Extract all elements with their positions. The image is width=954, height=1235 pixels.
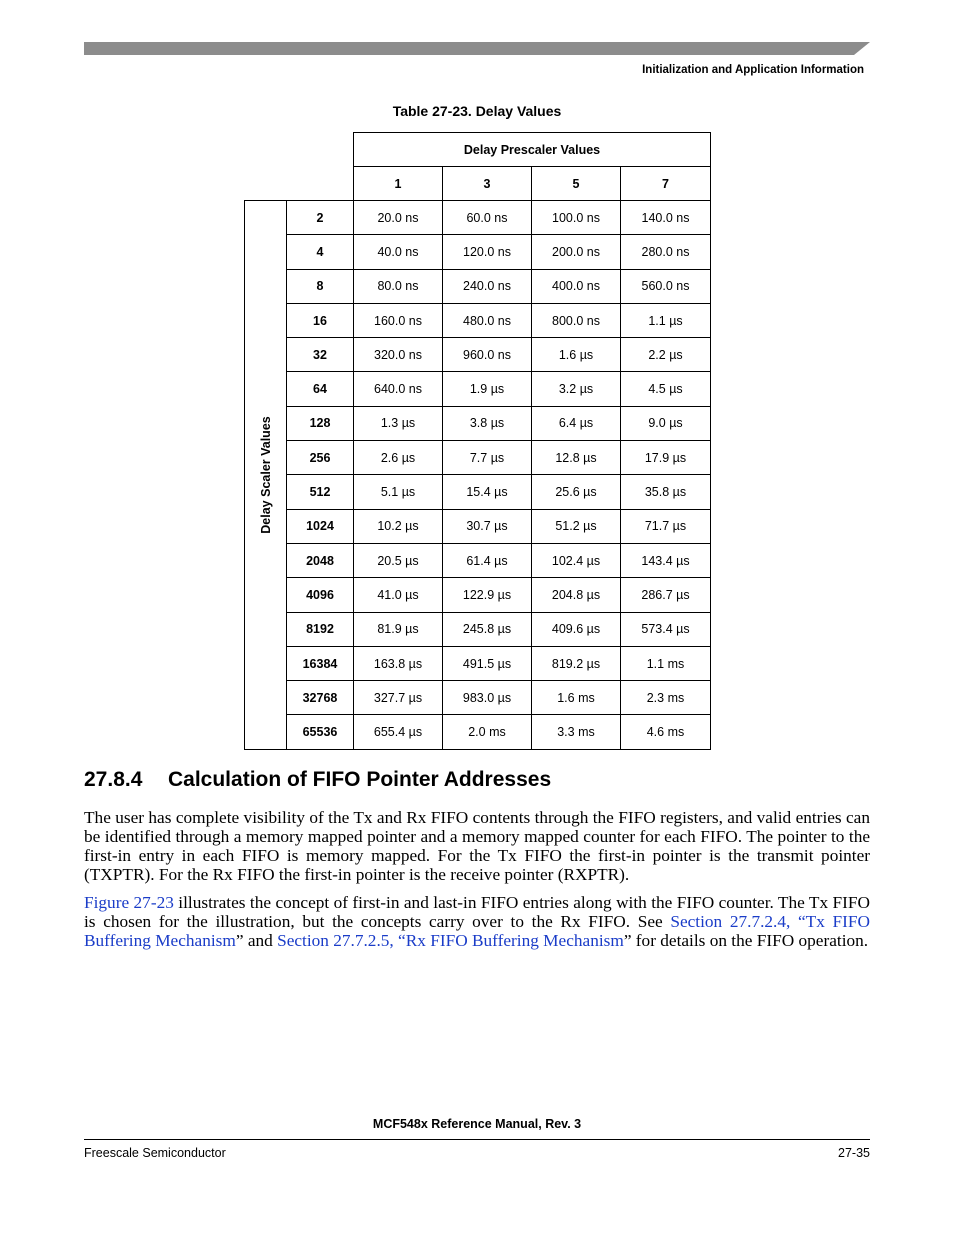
delay-value: 30.7 µs [443,509,532,543]
column-header: 7 [621,167,711,201]
delay-value: 80.0 ns [354,269,443,303]
table-title: Table 27-23. Delay Values [392,103,562,119]
table-row [245,372,711,406]
footer-divider [84,1139,870,1140]
scaler-value: 64 [287,372,354,406]
delay-value: 120.0 ns [443,235,532,269]
scaler-value: 8192 [287,612,354,646]
delay-value: 800.0 ns [532,303,621,337]
page-number: 27-35 [838,1146,870,1160]
running-head: Initialization and Application Information [642,64,864,76]
delay-value: 41.0 µs [354,578,443,612]
delay-value: 3.8 µs [443,406,532,440]
section-link-tx-fifo[interactable]: Section 27.7.2.4, “Tx FIFO Buffering Mechanism [84,912,870,950]
delay-value: 200.0 ns [532,235,621,269]
delay-value: 573.4 µs [621,612,711,646]
delay-value: 491.5 µs [443,646,532,680]
scaler-value: 512 [287,475,354,509]
delay-value: 1.6 ms [532,681,621,715]
table-row [245,441,711,475]
table-row [245,303,711,337]
delay-value: 4.6 ms [621,715,711,749]
table-row [245,269,711,303]
table-row [245,543,711,577]
delay-value: 2.3 ms [621,681,711,715]
delay-value: 245.8 µs [443,612,532,646]
delay-value: 143.4 µs [621,543,711,577]
footer-manual-title: MCF548x Reference Manual, Rev. 3 [372,1117,582,1131]
delay-value: 5.1 µs [354,475,443,509]
delay-value: 286.7 µs [621,578,711,612]
scaler-value: 32 [287,338,354,372]
section-link-rx-fifo[interactable]: Section 27.7.2.5, “Rx FIFO Buffering Mechanism [277,931,624,950]
paragraph-text: illustrates the concept of first-in and last-in FIFO entries along with the FIFO counter. The Tx FIFO is chosen for the illustration, but the concepts carry over to the Rx FIFO. See [84,893,870,931]
delay-value: 15.4 µs [443,475,532,509]
delay-value: 122.9 µs [443,578,532,612]
delay-value: 819.2 µs [532,646,621,680]
delay-value: 51.2 µs [532,509,621,543]
footer-company: Freescale Semiconductor [84,1146,226,1160]
column-header: 3 [443,167,532,201]
delay-value: 983.0 µs [443,681,532,715]
delay-value: 1.1 µs [621,303,711,337]
delay-value: 560.0 ns [621,269,711,303]
scaler-value: 256 [287,441,354,475]
group-header: Delay Prescaler Values [354,133,711,167]
scaler-value: 128 [287,406,354,440]
delay-value: 327.7 µs [354,681,443,715]
delay-value: 10.2 µs [354,509,443,543]
table-row [245,612,711,646]
figure-link[interactable]: Figure 27-23 [84,893,174,912]
table-row [245,681,711,715]
delay-value: 4.5 µs [621,372,711,406]
delay-values-table [244,132,711,750]
table-row [245,406,711,440]
delay-value: 1.9 µs [443,372,532,406]
table-row [245,578,711,612]
delay-value: 40.0 ns [354,235,443,269]
scaler-value: 2048 [287,543,354,577]
scaler-value: 4 [287,235,354,269]
delay-value: 81.9 µs [354,612,443,646]
column-header: 1 [354,167,443,201]
scaler-value: 32768 [287,681,354,715]
delay-value: 280.0 ns [621,235,711,269]
delay-value: 20.0 ns [354,201,443,235]
table-row [245,235,711,269]
table-row [245,201,711,235]
delay-value: 480.0 ns [443,303,532,337]
scaler-value: 2 [287,201,354,235]
delay-value: 2.6 µs [354,441,443,475]
delay-value: 100.0 ns [532,201,621,235]
paragraph-2 [84,893,870,950]
row-group-label: Delay Scaler Values [258,416,273,534]
delay-value: 160.0 ns [354,303,443,337]
delay-value: 17.9 µs [621,441,711,475]
delay-value: 25.6 µs [532,475,621,509]
delay-value: 204.8 µs [532,578,621,612]
scaler-value: 16384 [287,646,354,680]
delay-value: 960.0 ns [443,338,532,372]
section-title: Calculation of FIFO Pointer Addresses [168,768,552,791]
delay-value: 6.4 µs [532,406,621,440]
row-group-label-cell [245,201,287,750]
delay-value: 61.4 µs [443,543,532,577]
delay-value: 20.5 µs [354,543,443,577]
delay-value: 240.0 ns [443,269,532,303]
scaler-value: 8 [287,269,354,303]
delay-value: 1.3 µs [354,406,443,440]
delay-value: 140.0 ns [621,201,711,235]
delay-value: 400.0 ns [532,269,621,303]
section-heading [84,768,551,792]
delay-value: 12.8 µs [532,441,621,475]
delay-value: 1.1 ms [621,646,711,680]
table-row [245,715,711,749]
delay-value: 7.7 µs [443,441,532,475]
delay-value: 3.2 µs [532,372,621,406]
delay-value: 35.8 µs [621,475,711,509]
table-row [245,509,711,543]
column-header: 5 [532,167,621,201]
scaler-value: 16 [287,303,354,337]
paragraph-text: ” for details on the FIFO operation. [623,931,869,950]
paragraph-1: The user has complete visibility of the Tx and Rx FIFO contents through the FIFO registers, and valid entries can be identified through a memory mapped pointer and a memory mapped counter for each FIFO. The pointer to the first-in entry in each FIFO is memory mapped. For the Tx FIFO the first-in pointer is the transmit pointer (TXPTR). For the Rx FIFO the first-in pointer is the receive pointer (RXPTR). [84,808,870,884]
paragraph-text: ” and [235,931,278,950]
table-row [245,646,711,680]
table-row [245,475,711,509]
delay-value: 163.8 µs [354,646,443,680]
scaler-value: 1024 [287,509,354,543]
delay-value: 1.6 µs [532,338,621,372]
delay-value: 71.7 µs [621,509,711,543]
delay-value: 640.0 ns [354,372,443,406]
delay-value: 3.3 ms [532,715,621,749]
delay-value: 102.4 µs [532,543,621,577]
section-number: 27.8.4 [84,768,143,791]
delay-value: 409.6 µs [532,612,621,646]
delay-value: 655.4 µs [354,715,443,749]
scaler-value: 4096 [287,578,354,612]
header-bar [84,42,870,55]
scaler-value: 65536 [287,715,354,749]
delay-value: 320.0 ns [354,338,443,372]
delay-value: 60.0 ns [443,201,532,235]
delay-value: 2.2 µs [621,338,711,372]
delay-value: 2.0 ms [443,715,532,749]
table-row [245,338,711,372]
delay-value: 9.0 µs [621,406,711,440]
